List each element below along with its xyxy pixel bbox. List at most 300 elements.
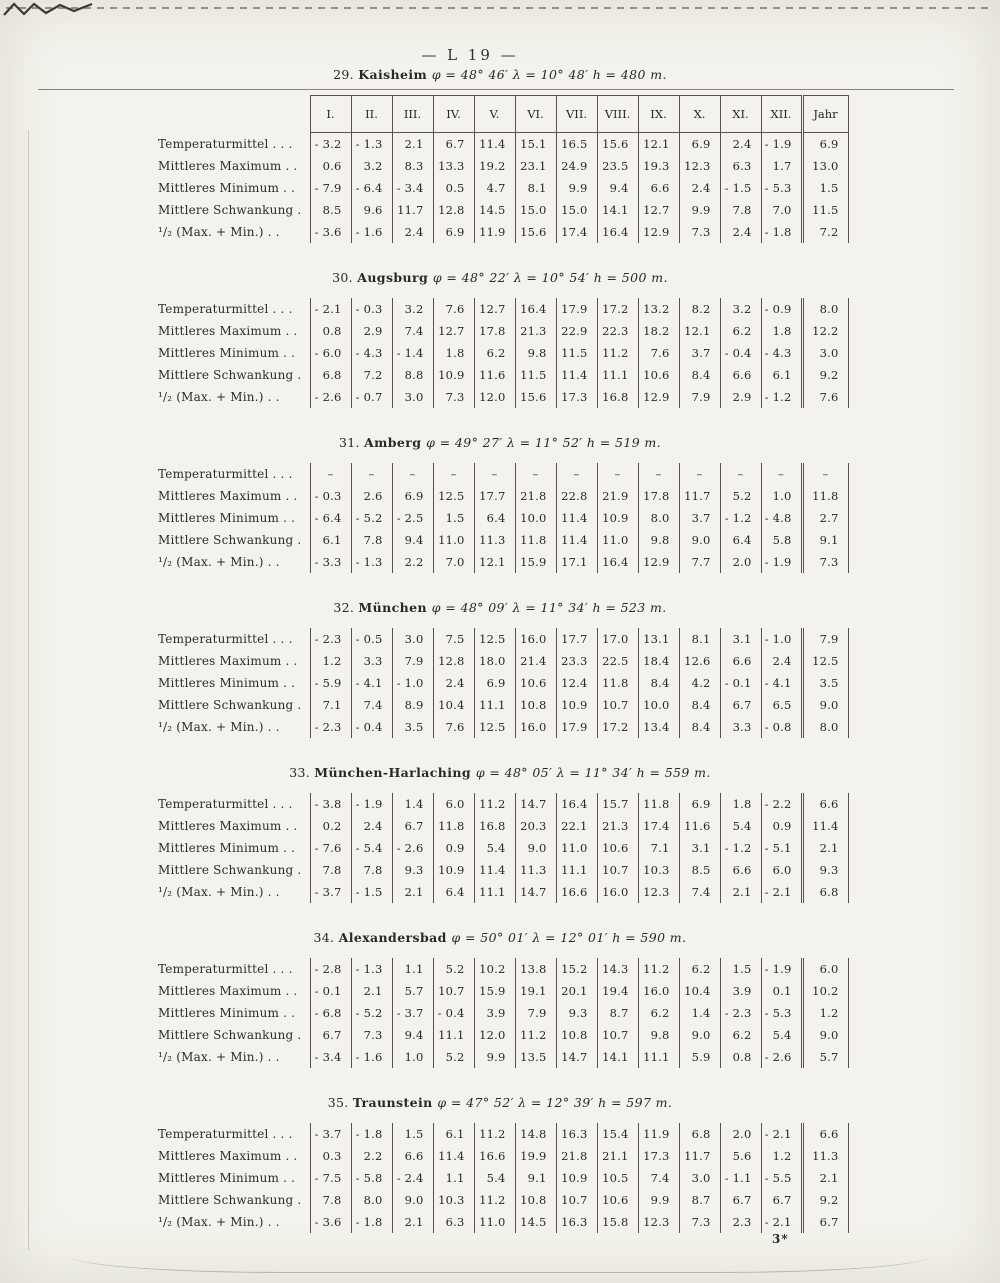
value-cell: 21.3 [515, 320, 556, 342]
value-cell: 6.2 [638, 1002, 679, 1024]
value-cell: 1.1 [433, 1167, 474, 1189]
value-cell: 12.7 [433, 320, 474, 342]
value-cell: 12.9 [638, 386, 679, 408]
value-cell: 6.1 [433, 1123, 474, 1145]
station-number: 33. [289, 764, 315, 780]
table-row [152, 859, 848, 881]
value-cell: 12.0 [474, 386, 515, 408]
value-cell: 3.5 [392, 716, 433, 738]
table-row [152, 386, 848, 408]
value-cell: 14.3 [597, 958, 638, 980]
value-cell: - 1.9 [761, 551, 802, 573]
row-label: ¹/₂ (Max. + Min.) . . [158, 554, 280, 569]
value-cell: 6.8 [679, 1123, 720, 1145]
value-cell: 3.1 [720, 628, 761, 650]
value-cell: - 1.0 [392, 672, 433, 694]
value-cell: - 3.6 [310, 221, 351, 243]
value-cell: 16.0 [515, 628, 556, 650]
value-cell: 11.8 [638, 793, 679, 815]
value-cell: 6.6 [802, 1123, 848, 1145]
value-cell: 2.4 [433, 672, 474, 694]
value-cell: - 1.5 [720, 177, 761, 199]
value-cell: 6.5 [761, 694, 802, 716]
value-cell: 7.0 [433, 551, 474, 573]
value-cell: 3.2 [351, 155, 392, 177]
value-cell: - 4.8 [761, 507, 802, 529]
value-cell: 15.6 [515, 386, 556, 408]
value-cell: – [351, 463, 392, 485]
value-cell: 12.8 [433, 650, 474, 672]
value-cell: 6.9 [679, 793, 720, 815]
value-cell: 11.3 [474, 529, 515, 551]
column-header: Jahr [802, 96, 848, 133]
value-cell: 4.2 [679, 672, 720, 694]
value-cell: – [802, 463, 848, 485]
value-cell: - 3.8 [310, 793, 351, 815]
climate-table [152, 95, 849, 243]
value-cell: 13.1 [638, 628, 679, 650]
value-cell: 12.1 [679, 320, 720, 342]
value-cell: - 1.9 [761, 133, 802, 155]
value-cell: - 1.8 [761, 221, 802, 243]
value-cell: 6.6 [638, 177, 679, 199]
table-row [152, 694, 848, 716]
value-cell: 11.3 [515, 859, 556, 881]
row-label: ¹/₂ (Max. + Min.) . . [158, 389, 280, 404]
station-name: München [358, 599, 432, 615]
table-row [152, 155, 848, 177]
table-row [152, 958, 848, 980]
row-label: ¹/₂ (Max. + Min.) . . [158, 224, 280, 239]
value-cell: 12.5 [802, 650, 848, 672]
value-cell: 16.0 [597, 881, 638, 903]
scan-artifact-scribble [2, 1, 94, 17]
station-name: München-Harlaching [314, 764, 476, 780]
value-cell: - 3.7 [310, 881, 351, 903]
value-cell: - 5.8 [351, 1167, 392, 1189]
value-cell: 11.1 [474, 694, 515, 716]
value-cell: - 1.6 [351, 221, 392, 243]
value-cell: - 1.3 [351, 551, 392, 573]
value-cell: 13.5 [515, 1046, 556, 1068]
value-cell: - 0.4 [720, 342, 761, 364]
value-cell: 9.0 [679, 1024, 720, 1046]
value-cell: 2.9 [351, 320, 392, 342]
value-cell: 10.4 [679, 980, 720, 1002]
value-cell: - 5.2 [351, 1002, 392, 1024]
value-cell: 6.9 [474, 672, 515, 694]
table-row [152, 793, 848, 815]
value-cell: 18.4 [638, 650, 679, 672]
value-cell: 11.4 [556, 529, 597, 551]
row-label: ¹/₂ (Max. + Min.) . . [158, 719, 280, 734]
column-header: IV. [433, 96, 474, 133]
value-cell: 3.0 [392, 386, 433, 408]
column-header: X. [679, 96, 720, 133]
row-label: Mittlere Schwankung . [158, 697, 302, 712]
value-cell: 6.7 [761, 1189, 802, 1211]
table-row [152, 1002, 848, 1024]
value-cell: - 3.2 [310, 133, 351, 155]
table-row [152, 1189, 848, 1211]
value-cell: 9.9 [556, 177, 597, 199]
value-cell: - 1.3 [351, 958, 392, 980]
value-cell: 0.8 [720, 1046, 761, 1068]
value-cell: 9.3 [556, 1002, 597, 1024]
table-row [152, 529, 848, 551]
value-cell: 7.8 [351, 529, 392, 551]
value-cell: 12.7 [474, 298, 515, 320]
value-cell: 1.4 [679, 1002, 720, 1024]
table-row [152, 298, 848, 320]
value-cell: 12.6 [679, 650, 720, 672]
table-row [152, 881, 848, 903]
value-cell: 6.6 [720, 859, 761, 881]
value-cell: 9.6 [351, 199, 392, 221]
station-title [152, 1094, 848, 1111]
value-cell: 9.1 [802, 529, 848, 551]
value-cell: 7.7 [679, 551, 720, 573]
value-cell: 3.0 [802, 342, 848, 364]
value-cell: 6.9 [802, 133, 848, 155]
value-cell: - 6.8 [310, 1002, 351, 1024]
value-cell: 10.6 [638, 364, 679, 386]
value-cell: 10.9 [433, 859, 474, 881]
value-cell: 16.8 [474, 815, 515, 837]
station-coordinates: φ = 48° 22′ λ = 10° 54′ h = 500 m. [432, 269, 668, 285]
value-cell: 3.1 [679, 837, 720, 859]
value-cell: 15.0 [556, 199, 597, 221]
value-cell: 17.1 [556, 551, 597, 573]
value-cell: 7.8 [310, 1189, 351, 1211]
value-cell: 17.8 [474, 320, 515, 342]
value-cell: 16.4 [597, 551, 638, 573]
value-cell: - 2.1 [761, 1211, 802, 1233]
value-cell: 23.3 [556, 650, 597, 672]
column-header: VIII. [597, 96, 638, 133]
value-cell: 17.2 [597, 716, 638, 738]
value-cell: 11.4 [556, 507, 597, 529]
value-cell: 2.1 [351, 980, 392, 1002]
value-cell: 10.6 [597, 837, 638, 859]
value-cell: 10.7 [433, 980, 474, 1002]
value-cell: 6.3 [433, 1211, 474, 1233]
value-cell: 16.4 [556, 793, 597, 815]
station-name: Alexandersbad [338, 929, 452, 945]
row-label: Mittlere Schwankung . [158, 862, 302, 877]
value-cell: - 7.5 [310, 1167, 351, 1189]
station-coordinates: φ = 50° 01′ λ = 12° 01′ h = 590 m. [451, 929, 687, 945]
value-cell: 14.7 [556, 1046, 597, 1068]
value-cell: 6.9 [392, 485, 433, 507]
value-cell: 17.3 [556, 386, 597, 408]
value-cell: - 3.7 [310, 1123, 351, 1145]
value-cell: 12.5 [474, 628, 515, 650]
climate-table [152, 463, 849, 573]
station-coordinates: φ = 48° 46′ λ = 10° 48′ h = 480 m. [431, 67, 667, 82]
corner-cell [152, 96, 310, 133]
value-cell: 7.3 [351, 1024, 392, 1046]
value-cell: 12.9 [638, 221, 679, 243]
row-label: Temperaturmittel . . . [158, 136, 293, 151]
row-label: Mittleres Minimum . . [158, 840, 296, 855]
value-cell: 2.1 [802, 837, 848, 859]
value-cell: 7.1 [310, 694, 351, 716]
value-cell: - 4.1 [761, 672, 802, 694]
value-cell: 17.8 [638, 485, 679, 507]
value-cell: 11.3 [802, 1145, 848, 1167]
header-row [152, 96, 848, 133]
value-cell: 10.2 [474, 958, 515, 980]
value-cell: 12.8 [433, 199, 474, 221]
value-cell: 9.8 [638, 1024, 679, 1046]
value-cell: 14.1 [597, 199, 638, 221]
value-cell: 1.4 [392, 793, 433, 815]
value-cell: - 0.7 [351, 386, 392, 408]
value-cell: 6.1 [761, 364, 802, 386]
value-cell: 11.4 [474, 859, 515, 881]
value-cell: 17.9 [556, 716, 597, 738]
value-cell: – [597, 463, 638, 485]
value-cell: 3.7 [679, 342, 720, 364]
station-muenchen-harlaching [152, 764, 848, 903]
value-cell: 9.2 [802, 364, 848, 386]
page-number-header: — L 19 — [421, 46, 519, 64]
value-cell: - 5.1 [761, 837, 802, 859]
value-cell: 16.4 [597, 221, 638, 243]
value-cell: 13.4 [638, 716, 679, 738]
value-cell: - 3.4 [392, 177, 433, 199]
row-label: ¹/₂ (Max. + Min.) . . [158, 1049, 280, 1064]
value-cell: 19.3 [638, 155, 679, 177]
value-cell: 15.6 [515, 221, 556, 243]
value-cell: 2.1 [720, 881, 761, 903]
value-cell: - 0.8 [761, 716, 802, 738]
value-cell: - 0.5 [351, 628, 392, 650]
value-cell: - 1.0 [761, 628, 802, 650]
value-cell: 6.4 [474, 507, 515, 529]
value-cell: 7.5 [433, 628, 474, 650]
station-number: 31. [338, 434, 364, 450]
scan-artifact-left-edge [28, 130, 29, 1250]
value-cell: - 2.4 [392, 1167, 433, 1189]
value-cell: 19.2 [474, 155, 515, 177]
value-cell: 10.4 [433, 694, 474, 716]
value-cell: 7.8 [720, 199, 761, 221]
value-cell: 17.4 [556, 221, 597, 243]
value-cell: 11.6 [679, 815, 720, 837]
value-cell: - 2.6 [392, 837, 433, 859]
value-cell: 14.5 [474, 199, 515, 221]
value-cell: - 1.9 [351, 793, 392, 815]
value-cell: 14.8 [515, 1123, 556, 1145]
value-cell: 11.1 [597, 364, 638, 386]
value-cell: 18.0 [474, 650, 515, 672]
value-cell: 2.0 [720, 1123, 761, 1145]
value-cell: - 2.3 [720, 1002, 761, 1024]
value-cell: 2.6 [351, 485, 392, 507]
value-cell: 6.7 [802, 1211, 848, 1233]
row-label: Mittlere Schwankung . [158, 367, 302, 382]
row-label: Temperaturmittel . . . [158, 466, 293, 481]
value-cell: 11.8 [597, 672, 638, 694]
value-cell: - 2.1 [761, 881, 802, 903]
value-cell: 11.8 [433, 815, 474, 837]
value-cell: - 0.3 [310, 485, 351, 507]
value-cell: 7.4 [351, 694, 392, 716]
row-label: Mittleres Minimum . . [158, 675, 296, 690]
row-label: Mittleres Minimum . . [158, 345, 296, 360]
table-row [152, 177, 848, 199]
station-coordinates: φ = 49° 27′ λ = 11° 52′ h = 519 m. [426, 434, 662, 450]
value-cell: 15.9 [474, 980, 515, 1002]
value-cell: 10.6 [597, 1189, 638, 1211]
value-cell: 11.4 [474, 133, 515, 155]
row-label: Mittleres Maximum . . [158, 1148, 298, 1163]
value-cell: 1.1 [392, 958, 433, 980]
value-cell: 14.7 [515, 793, 556, 815]
value-cell: 3.9 [720, 980, 761, 1002]
value-cell: 7.9 [679, 386, 720, 408]
station-number: 29. [333, 67, 359, 82]
value-cell: 2.3 [720, 1211, 761, 1233]
value-cell: 5.6 [720, 1145, 761, 1167]
value-cell: 8.2 [679, 298, 720, 320]
station-number: 34. [313, 929, 339, 945]
value-cell: 2.4 [679, 177, 720, 199]
value-cell: 8.4 [679, 694, 720, 716]
value-cell: 8.0 [638, 507, 679, 529]
station-number: 30. [332, 269, 358, 285]
value-cell: 6.6 [802, 793, 848, 815]
value-cell: 1.5 [433, 507, 474, 529]
value-cell: 11.0 [433, 529, 474, 551]
value-cell: 3.0 [679, 1167, 720, 1189]
value-cell: 13.3 [433, 155, 474, 177]
column-header: XI. [720, 96, 761, 133]
value-cell: 2.2 [392, 551, 433, 573]
value-cell: 9.2 [802, 1189, 848, 1211]
value-cell: 11.2 [474, 793, 515, 815]
value-cell: 23.5 [597, 155, 638, 177]
scan-artifact-top-edge [6, 7, 994, 9]
value-cell: 6.2 [679, 958, 720, 980]
value-cell: 6.2 [474, 342, 515, 364]
value-cell: 6.7 [720, 1189, 761, 1211]
value-cell: 12.3 [638, 881, 679, 903]
value-cell: 0.5 [433, 177, 474, 199]
column-header: VII. [556, 96, 597, 133]
value-cell: 6.4 [433, 881, 474, 903]
value-cell: – [679, 463, 720, 485]
value-cell: 2.0 [720, 551, 761, 573]
value-cell: 11.2 [515, 1024, 556, 1046]
row-label: ¹/₂ (Max. + Min.) . . [158, 1214, 280, 1229]
value-cell: 11.1 [474, 881, 515, 903]
value-cell: 15.9 [515, 551, 556, 573]
value-cell: 2.4 [351, 815, 392, 837]
value-cell: - 5.5 [761, 1167, 802, 1189]
row-label: Mittleres Maximum . . [158, 653, 298, 668]
station-title [152, 66, 848, 83]
value-cell: - 0.9 [761, 298, 802, 320]
value-cell: - 1.8 [351, 1123, 392, 1145]
table-row [152, 364, 848, 386]
station-amberg [152, 434, 848, 573]
value-cell: - 5.9 [310, 672, 351, 694]
value-cell: 15.4 [597, 1123, 638, 1145]
row-label: Temperaturmittel . . . [158, 631, 293, 646]
value-cell: 21.9 [597, 485, 638, 507]
value-cell: 6.8 [310, 364, 351, 386]
climate-table [152, 628, 849, 738]
table-row [152, 1211, 848, 1233]
station-augsburg [152, 269, 848, 408]
row-label: Mittlere Schwankung . [158, 532, 302, 547]
value-cell: 21.8 [556, 1145, 597, 1167]
station-muenchen [152, 599, 848, 738]
value-cell: 10.9 [556, 1167, 597, 1189]
value-cell: 17.0 [597, 628, 638, 650]
value-cell: 1.2 [761, 1145, 802, 1167]
value-cell: 0.6 [310, 155, 351, 177]
value-cell: 15.8 [597, 1211, 638, 1233]
station-name: Augsburg [357, 269, 433, 285]
value-cell: 14.1 [597, 1046, 638, 1068]
value-cell: - 0.1 [310, 980, 351, 1002]
value-cell: 15.0 [515, 199, 556, 221]
printer-signature-mark: 3* [772, 1232, 789, 1246]
table-row [152, 342, 848, 364]
value-cell: 2.4 [720, 221, 761, 243]
climate-table [152, 1123, 849, 1233]
station-coordinates: φ = 48° 05′ λ = 11° 34′ h = 559 m. [475, 764, 711, 780]
value-cell: - 1.8 [351, 1211, 392, 1233]
value-cell: 5.4 [474, 1167, 515, 1189]
value-cell: - 7.6 [310, 837, 351, 859]
row-label: Mittleres Minimum . . [158, 1170, 296, 1185]
value-cell: - 5.2 [351, 507, 392, 529]
value-cell: 6.7 [433, 133, 474, 155]
value-cell: 6.2 [720, 320, 761, 342]
value-cell: - 4.1 [351, 672, 392, 694]
value-cell: 6.3 [720, 155, 761, 177]
value-cell: - 0.3 [351, 298, 392, 320]
value-cell: 11.2 [474, 1123, 515, 1145]
station-name: Amberg [364, 434, 427, 450]
table-row [152, 815, 848, 837]
value-cell: 8.7 [597, 1002, 638, 1024]
value-cell: 6.7 [720, 694, 761, 716]
value-cell: 8.4 [638, 672, 679, 694]
value-cell: 16.3 [556, 1123, 597, 1145]
table-row [152, 716, 848, 738]
value-cell: 9.9 [474, 1046, 515, 1068]
row-label: Mittleres Minimum . . [158, 1005, 296, 1020]
value-cell: 12.4 [556, 672, 597, 694]
value-cell: 0.9 [433, 837, 474, 859]
value-cell: 6.4 [720, 529, 761, 551]
value-cell: - 1.2 [720, 507, 761, 529]
value-cell: - 2.2 [761, 793, 802, 815]
value-cell: 7.3 [679, 1211, 720, 1233]
value-cell: 12.3 [679, 155, 720, 177]
value-cell: - 1.2 [761, 386, 802, 408]
value-cell: – [310, 463, 351, 485]
value-cell: 1.7 [761, 155, 802, 177]
value-cell: - 3.7 [392, 1002, 433, 1024]
table-row [152, 1123, 848, 1145]
